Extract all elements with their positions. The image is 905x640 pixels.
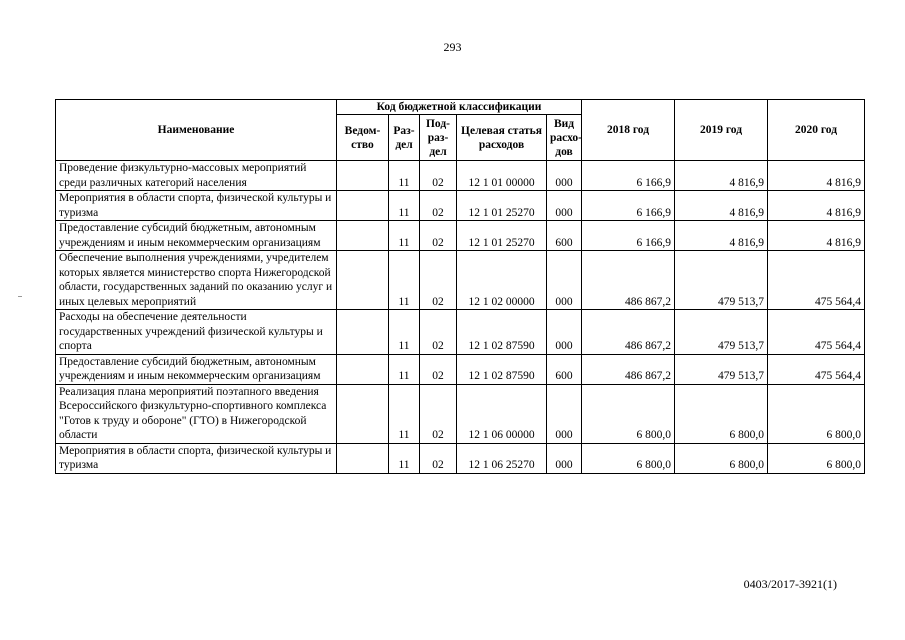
row-podrazdel: 02 [420, 310, 457, 355]
row-value-2018: 6 166,9 [582, 191, 675, 221]
row-podrazdel: 02 [420, 251, 457, 310]
row-vedomstvo [337, 251, 389, 310]
row-name: Реализация плана мероприятий поэтапного введения Всероссийского физкультурно-спортивного комплекса "Готов к труду и обороне" (ГТО) в Нижегородской области [56, 384, 337, 443]
row-target-article: 12 1 02 87590 [457, 354, 547, 384]
header-2020: 2020 год [768, 100, 865, 161]
page-number: 293 [443, 40, 462, 54]
row-expense-type: 000 [547, 161, 582, 191]
row-name: Мероприятия в области спорта, физической культуры и туризма [56, 443, 337, 473]
row-value-2019: 6 800,0 [675, 443, 768, 473]
row-razdel: 11 [389, 384, 420, 443]
row-value-2018: 6 800,0 [582, 443, 675, 473]
header-2019: 2019 год [675, 100, 768, 161]
row-value-2020: 6 800,0 [768, 384, 865, 443]
row-value-2020: 6 800,0 [768, 443, 865, 473]
margin-mark [18, 296, 22, 297]
row-vedomstvo [337, 384, 389, 443]
row-value-2020: 475 564,4 [768, 310, 865, 355]
row-value-2018: 6 800,0 [582, 384, 675, 443]
row-value-2019: 4 816,9 [675, 161, 768, 191]
document-code: 0403/2017-3921(1) [743, 577, 837, 591]
row-value-2019: 4 816,9 [675, 191, 768, 221]
header-target-article: Целевая статья расходов [457, 115, 547, 161]
header-razdel: Раз-дел [389, 115, 420, 161]
row-value-2018: 486 867,2 [582, 310, 675, 355]
row-expense-type: 600 [547, 354, 582, 384]
row-target-article: 12 1 02 87590 [457, 310, 547, 355]
header-name: Наименование [56, 100, 337, 161]
row-podrazdel: 02 [420, 443, 457, 473]
row-value-2020: 4 816,9 [768, 161, 865, 191]
header-podrazdel: Под-раз-дел [420, 115, 457, 161]
row-value-2020: 4 816,9 [768, 221, 865, 251]
row-name: Обеспечение выполнения учреждениями, учредителем которых является министерство спорта Нижегородской области, государственных заданий по оказанию услуг и иных целевых мероприятий [56, 251, 337, 310]
row-expense-type: 600 [547, 221, 582, 251]
table-row [56, 251, 865, 310]
row-name: Мероприятия в области спорта, физической культуры и туризма [56, 191, 337, 221]
row-value-2019: 479 513,7 [675, 251, 768, 310]
row-razdel: 11 [389, 251, 420, 310]
table-row [56, 443, 865, 473]
table-row [56, 161, 865, 191]
row-target-article: 12 1 06 00000 [457, 384, 547, 443]
row-name: Предоставление субсидий бюджетным, автономным учреждениям и иным некоммерческим организациям [56, 354, 337, 384]
row-target-article: 12 1 02 00000 [457, 251, 547, 310]
row-value-2019: 479 513,7 [675, 354, 768, 384]
header-expense-type: Вид расхо-дов [547, 115, 582, 161]
budget-table [55, 99, 865, 474]
row-razdel: 11 [389, 310, 420, 355]
row-value-2019: 479 513,7 [675, 310, 768, 355]
row-target-article: 12 1 01 25270 [457, 221, 547, 251]
table-row [56, 384, 865, 443]
row-target-article: 12 1 01 00000 [457, 161, 547, 191]
row-value-2020: 475 564,4 [768, 354, 865, 384]
row-razdel: 11 [389, 354, 420, 384]
row-target-article: 12 1 01 25270 [457, 191, 547, 221]
row-vedomstvo [337, 191, 389, 221]
row-name: Расходы на обеспечение деятельности государственных учреждений физической культуры и спорта [56, 310, 337, 355]
row-razdel: 11 [389, 221, 420, 251]
row-value-2020: 475 564,4 [768, 251, 865, 310]
row-razdel: 11 [389, 191, 420, 221]
row-value-2018: 6 166,9 [582, 161, 675, 191]
row-podrazdel: 02 [420, 221, 457, 251]
header-budget-code-group: Код бюджетной классификации [337, 100, 582, 115]
row-value-2020: 4 816,9 [768, 191, 865, 221]
header-2018: 2018 год [582, 100, 675, 161]
row-expense-type: 000 [547, 443, 582, 473]
table-row [56, 310, 865, 355]
row-value-2019: 6 800,0 [675, 384, 768, 443]
table-row [56, 221, 865, 251]
header-vedomstvo: Ведом-ство [337, 115, 389, 161]
row-expense-type: 000 [547, 384, 582, 443]
row-podrazdel: 02 [420, 384, 457, 443]
row-vedomstvo [337, 221, 389, 251]
row-podrazdel: 02 [420, 161, 457, 191]
row-razdel: 11 [389, 443, 420, 473]
row-value-2019: 4 816,9 [675, 221, 768, 251]
row-expense-type: 000 [547, 191, 582, 221]
row-vedomstvo [337, 310, 389, 355]
row-vedomstvo [337, 161, 389, 191]
row-expense-type: 000 [547, 251, 582, 310]
row-name: Предоставление субсидий бюджетным, автономным учреждениям и иным некоммерческим организациям [56, 221, 337, 251]
row-name: Проведение физкультурно-массовых мероприятий среди различных категорий населения [56, 161, 337, 191]
row-vedomstvo [337, 354, 389, 384]
table-row [56, 191, 865, 221]
row-value-2018: 486 867,2 [582, 251, 675, 310]
row-target-article: 12 1 06 25270 [457, 443, 547, 473]
row-razdel: 11 [389, 161, 420, 191]
row-expense-type: 000 [547, 310, 582, 355]
row-value-2018: 486 867,2 [582, 354, 675, 384]
row-podrazdel: 02 [420, 354, 457, 384]
row-vedomstvo [337, 443, 389, 473]
row-value-2018: 6 166,9 [582, 221, 675, 251]
row-podrazdel: 02 [420, 191, 457, 221]
table-row [56, 354, 865, 384]
